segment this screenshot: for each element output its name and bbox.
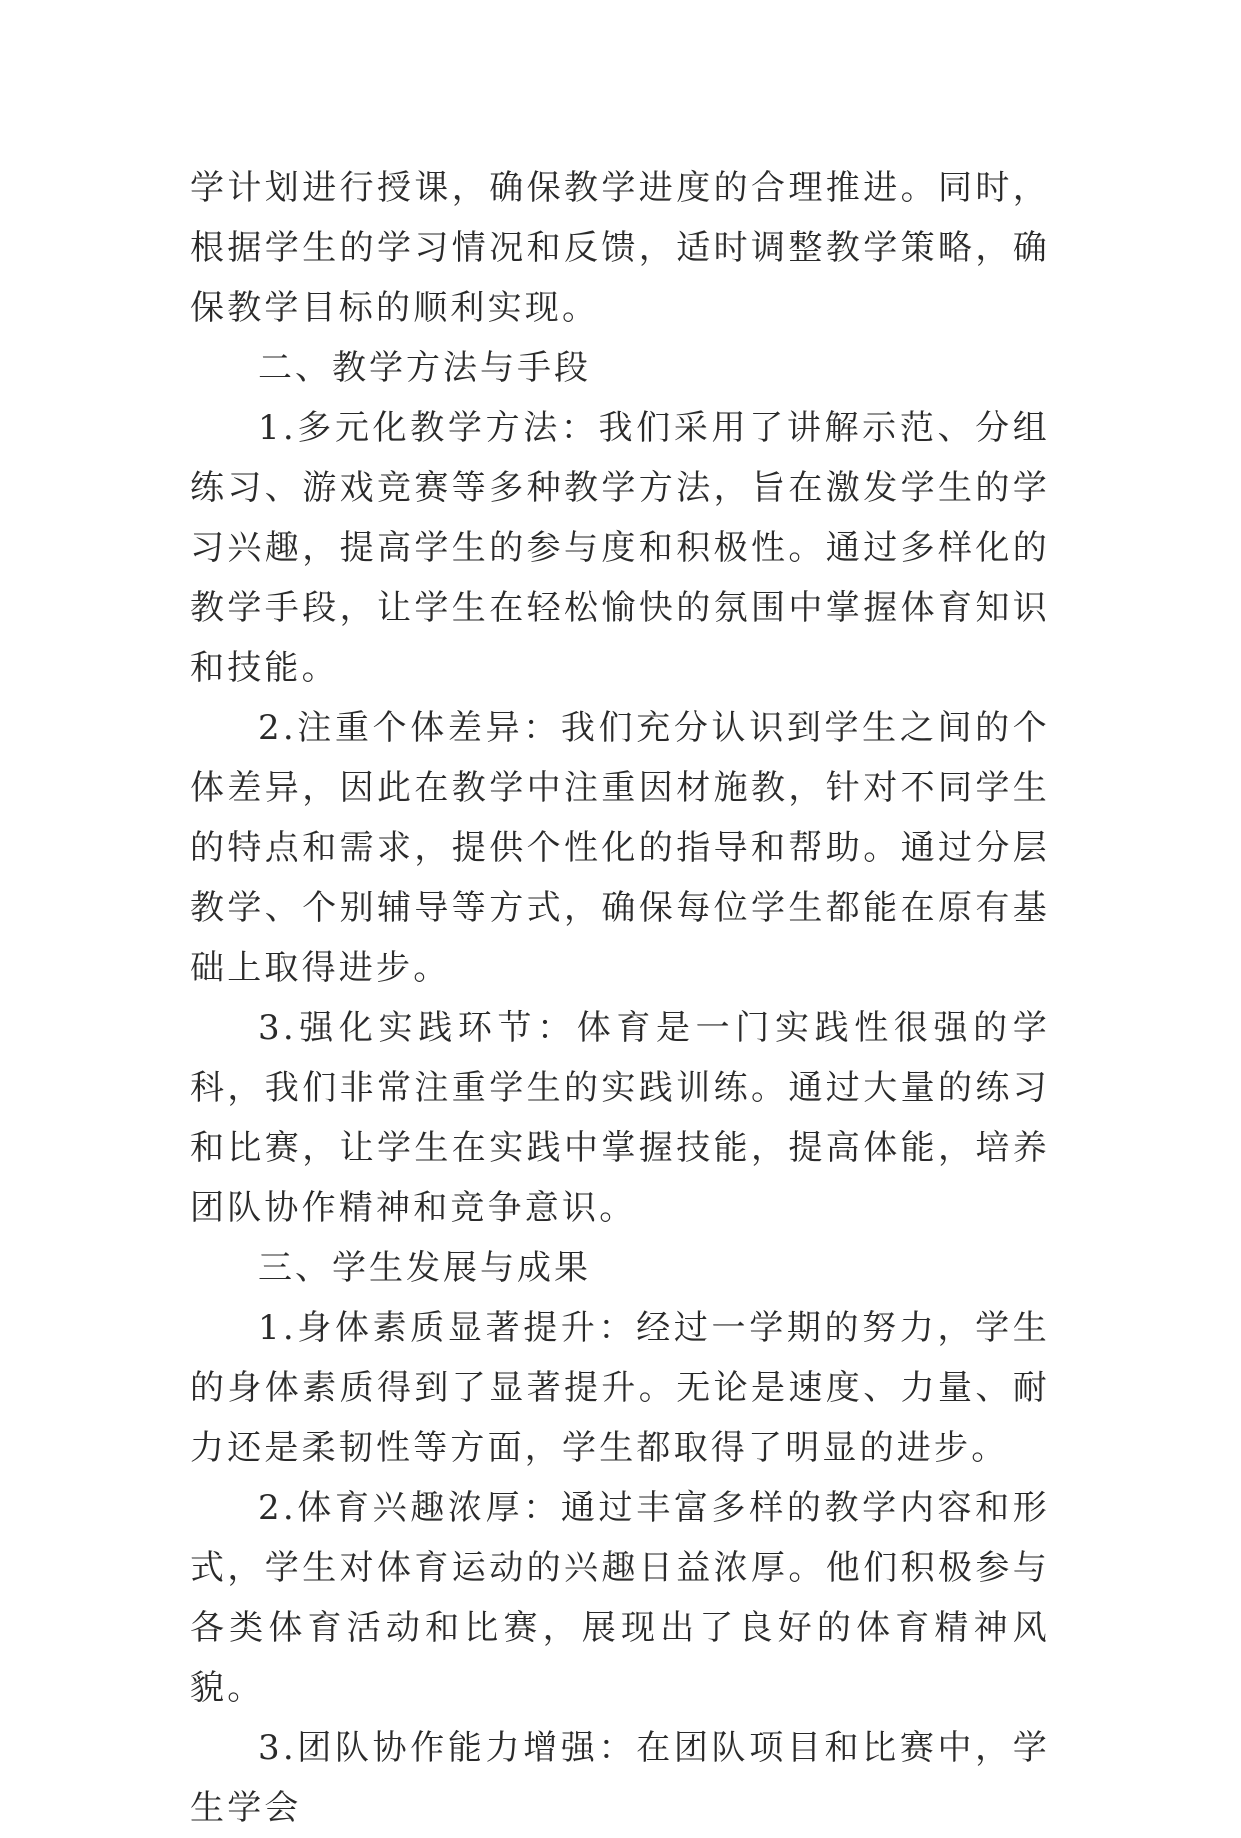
document-body — [190, 158, 1050, 1838]
paragraph-individual-differences: 2.注重个体差异：我们充分认识到学生之间的个体差异，因此在教学中注重因材施教，针对不同学生的特点和需求，提供个性化的指导和帮助。通过分层教学、个别辅导等方式，确保每位学生都能在原有基础上取得进步。 — [190, 708, 1050, 988]
paragraph-diverse-methods: 1.多元化教学方法：我们采用了讲解示范、分组练习、游戏竞赛等多种教学方法，旨在激发学生的学习兴趣，提高学生的参与度和积极性。通过多样化的教学手段，让学生在轻松愉快的氛围中掌握体育知识和技能。 — [190, 408, 1050, 688]
paragraph-teamwork: 3.团队协作能力增强：在团队项目和比赛中，学生学会 — [190, 1728, 1050, 1828]
section-heading-teaching-methods: 二、教学方法与手段 — [258, 348, 591, 388]
paragraph-continuation: 学计划进行授课，确保教学进度的合理推进。同时，根据学生的学习情况和反馈，适时调整教学策略，确保教学目标的顺利实现。 — [190, 168, 1050, 328]
section-heading-student-development: 三、学生发展与成果 — [258, 1248, 591, 1288]
paragraph-physical-fitness: 1.身体素质显著提升：经过一学期的努力，学生的身体素质得到了显著提升。无论是速度、力量、耐力还是柔韧性等方面，学生都取得了明显的进步。 — [190, 1308, 1050, 1468]
paragraph-practice: 3.强化实践环节：体育是一门实践性很强的学科，我们非常注重学生的实践训练。通过大量的练习和比赛，让学生在实践中掌握技能，提高体能，培养团队协作精神和竞争意识。 — [190, 1008, 1050, 1228]
paragraph-sports-interest: 2.体育兴趣浓厚：通过丰富多样的教学内容和形式，学生对体育运动的兴趣日益浓厚。他们积极参与各类体育活动和比赛，展现出了良好的体育精神风貌。 — [190, 1488, 1050, 1708]
